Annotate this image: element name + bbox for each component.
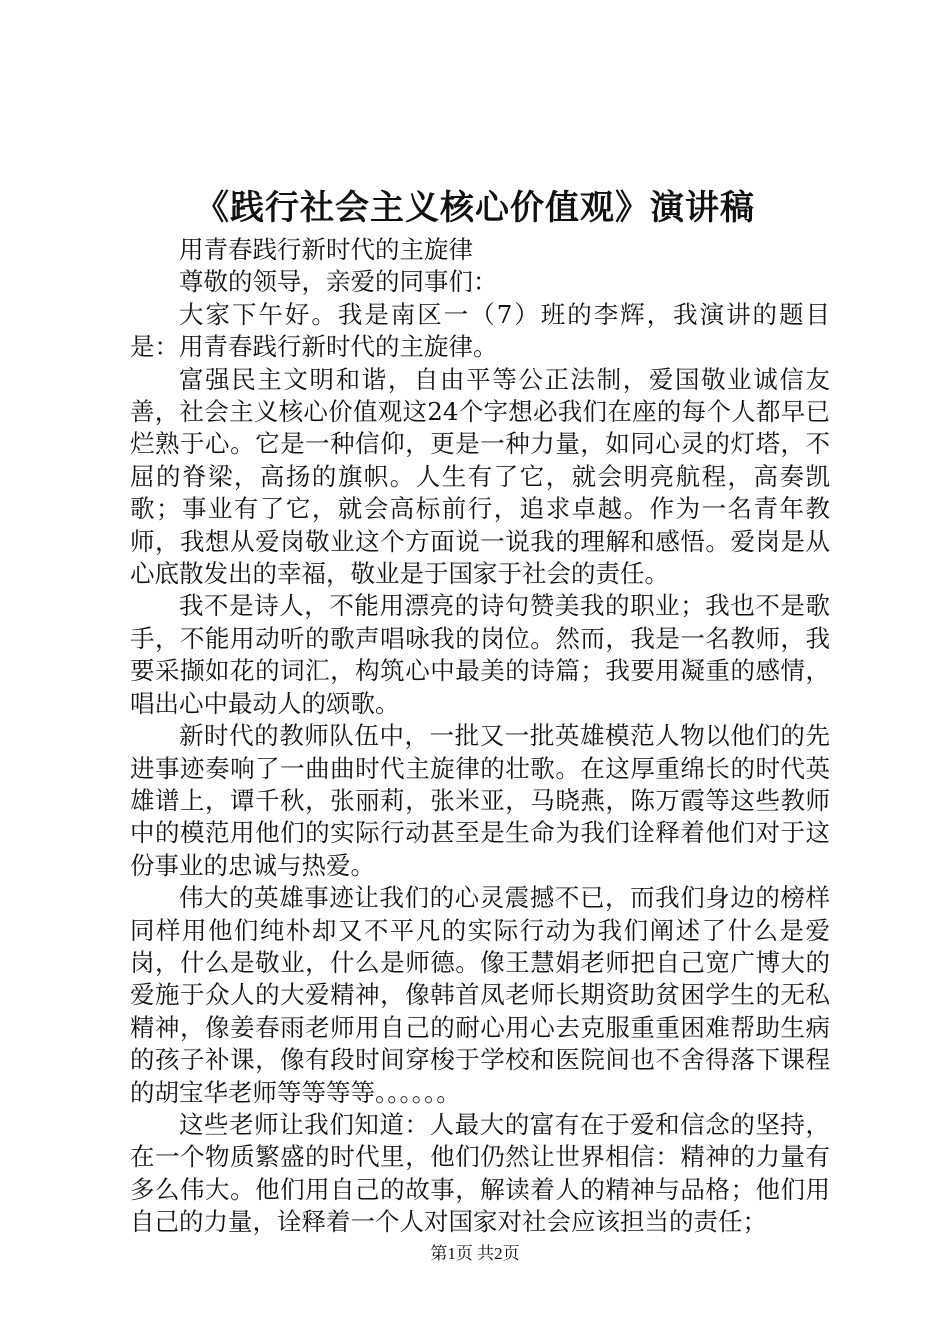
body-paragraph: 大家下午好。我是南区一（7）班的李辉，我演讲的题目是：用青春践行新时代的主旋律。 xyxy=(130,299,830,362)
page-number-footer: 第1页 共2页 xyxy=(430,1244,520,1263)
body-paragraph: 我不是诗人，不能用漂亮的诗句赞美我的职业；我也不是歌手，不能用动听的歌声唱咏我的岗位。然而，我是一名教师，我要采撷如花的词汇，构筑心中最美的诗篇；我要用凝重的感情，唱出心中最动人的颂歌。 xyxy=(130,591,830,718)
document-title: 《践行社会主义核心价值观》演讲稿 xyxy=(195,188,755,228)
body-paragraph: 这些老师让我们知道：人最大的富有在于爱和信念的坚持，在一个物质繁盛的时代里，他们仍然让世界相信：精神的力量有多么伟大。他们用自己的故事，解读着人的精神与品格；他们用自己的力量，诠释着一个人对国家对社会应该担当的责任； xyxy=(130,1109,830,1237)
subtitle-paragraph: 用青春践行新时代的主旋律 xyxy=(179,235,473,264)
body-paragraph: 富强民主文明和谐，自由平等公正法制，爱国敬业诚信友善，社会主义核心价值观这24个字想必我们在座的每个人都早已烂熟于心。它是一种信仰，更是一种力量，如同心灵的灯塔，不屈的脊梁，高扬的旗帜。人生有了它，就会明亮航程，高奏凯歌；事业有了它，就会高标前行，追求卓越。作为一名青年教师，我想从爱岗敬业这个方面说一说我的理解和感悟。爱岗是从心底散发出的幸福，敬业是于国家于社会的责任。 xyxy=(130,364,830,589)
document-body xyxy=(130,234,830,1239)
body-paragraph: 伟大的英雄事迹让我们的心灵震撼不已，而我们身边的榜样同样用他们纯朴却又不平凡的实际行动为我们阐述了什么是爱岗，什么是敬业，什么是师德。像王慧娟老师把自己宽广博大的爱施于众人的大爱精神，像韩首凤老师长期资助贫困学生的无私精神，像姜春雨老师用自己的耐心用心去克服重重困难帮助生病的孩子补课，像有段时间穿梭于学校和医院间也不舍得落下课程的胡宝华老师等等等等。。。。。。 xyxy=(130,883,830,1107)
body-paragraph: 新时代的教师队伍中，一批又一批英雄模范人物以他们的先进事迹奏响了一曲曲时代主旋律的壮歌。在这厚重绵长的时代英雄谱上，谭千秋，张丽莉，张米亚，马晓燕，陈万霞等这些教师中的模范用他们的实际行动甚至是生命为我们诠释着他们对于这份事业的忠诚与热爱。 xyxy=(130,721,830,880)
salutation-paragraph: 尊敬的领导，亲爱的同事们： xyxy=(179,267,498,297)
